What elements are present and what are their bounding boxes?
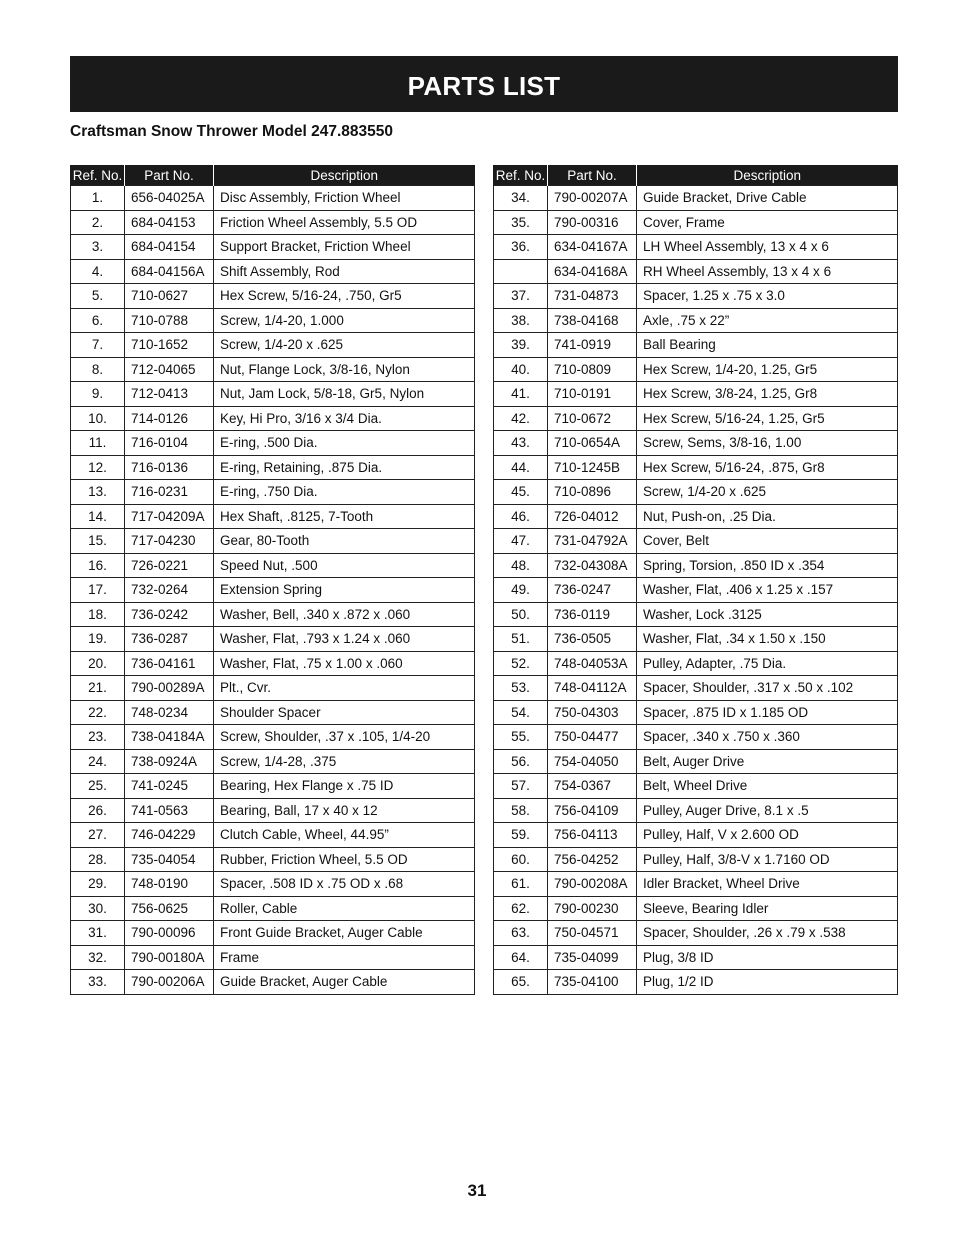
cell-description: Spacer, 1.25 x .75 x 3.0 [637,284,898,309]
cell-part-no: 736-0505 [548,627,637,652]
cell-ref-no: 59. [494,823,548,848]
cell-ref-no: 13. [71,480,125,505]
table-row [494,970,898,995]
cell-part-no: 756-0625 [125,896,214,921]
cell-part-no: 634-04168A [548,259,637,284]
cell-ref-no: 2. [71,210,125,235]
cell-part-no: 748-0234 [125,700,214,725]
cell-description: Belt, Auger Drive [637,749,898,774]
cell-part-no: 710-0654A [548,431,637,456]
cell-ref-no: 35. [494,210,548,235]
cell-ref-no: 64. [494,945,548,970]
cell-part-no: 710-0788 [125,308,214,333]
table-row [71,749,475,774]
cell-description: Rubber, Friction Wheel, 5.5 OD [214,847,475,872]
cell-part-no: 754-04050 [548,749,637,774]
cell-description: Spacer, Shoulder, .26 x .79 x .538 [637,921,898,946]
cell-ref-no: 8. [71,357,125,382]
cell-part-no: 736-0247 [548,578,637,603]
cell-part-no: 790-00289A [125,676,214,701]
cell-description: Screw, Sems, 3/8-16, 1.00 [637,431,898,456]
cell-ref-no: 25. [71,774,125,799]
cell-description: Hex Screw, 5/16-24, .875, Gr8 [637,455,898,480]
table-row [71,553,475,578]
cell-ref-no: 44. [494,455,548,480]
cell-description: Washer, Bell, .340 x .872 x .060 [214,602,475,627]
table-row [71,774,475,799]
cell-description: Speed Nut, .500 [214,553,475,578]
cell-ref-no: 48. [494,553,548,578]
header-ref-no: Ref. No. [71,165,125,186]
cell-description: Cover, Belt [637,529,898,554]
cell-ref-no: 20. [71,651,125,676]
cell-description: Pulley, Auger Drive, 8.1 x .5 [637,798,898,823]
table-row [494,896,898,921]
table-row [71,676,475,701]
cell-part-no: 710-0896 [548,480,637,505]
table-row [71,333,475,358]
cell-part-no: 741-0563 [125,798,214,823]
cell-description: Nut, Push-on, .25 Dia. [637,504,898,529]
cell-part-no: 756-04113 [548,823,637,848]
cell-description: Washer, Flat, .75 x 1.00 x .060 [214,651,475,676]
table-row [71,823,475,848]
cell-description: Front Guide Bracket, Auger Cable [214,921,475,946]
table-row [71,847,475,872]
table-row [494,210,898,235]
cell-description: E-ring, .750 Dia. [214,480,475,505]
cell-part-no: 732-0264 [125,578,214,603]
table-row [494,749,898,774]
cell-description: Frame [214,945,475,970]
table-row [494,847,898,872]
table-row [494,725,898,750]
cell-ref-no: 12. [71,455,125,480]
cell-ref-no: 21. [71,676,125,701]
cell-ref-no: 36. [494,235,548,260]
cell-description: Spacer, .340 x .750 x .360 [637,725,898,750]
cell-ref-no: 7. [71,333,125,358]
cell-ref-no: 51. [494,627,548,652]
cell-ref-no: 27. [71,823,125,848]
cell-part-no: 717-04230 [125,529,214,554]
cell-description: Spring, Torsion, .850 ID x .354 [637,553,898,578]
cell-part-no: 738-04184A [125,725,214,750]
cell-part-no: 735-04054 [125,847,214,872]
cell-part-no: 710-0672 [548,406,637,431]
cell-part-no: 750-04477 [548,725,637,750]
header-description: Description [637,165,898,186]
cell-description: Screw, Shoulder, .37 x .105, 1/4-20 [214,725,475,750]
cell-part-no: 732-04308A [548,553,637,578]
cell-part-no: 748-04053A [548,651,637,676]
cell-part-no: 716-0104 [125,431,214,456]
cell-ref-no: 38. [494,308,548,333]
table-row [71,627,475,652]
model-subtitle: Craftsman Snow Thrower Model 247.883550 [70,123,394,140]
cell-ref-no: 9. [71,382,125,407]
parts-table-right [493,165,898,995]
cell-description: Washer, Flat, .34 x 1.50 x .150 [637,627,898,652]
cell-ref-no: 56. [494,749,548,774]
cell-part-no: 710-0191 [548,382,637,407]
table-header-row [71,165,475,186]
cell-ref-no: 57. [494,774,548,799]
cell-description: Belt, Wheel Drive [637,774,898,799]
cell-ref-no: 28. [71,847,125,872]
cell-ref-no: 6. [71,308,125,333]
cell-ref-no: 61. [494,872,548,897]
cell-ref-no: 16. [71,553,125,578]
table-row [71,921,475,946]
table-row [71,480,475,505]
table-row [71,725,475,750]
cell-part-no: 735-04100 [548,970,637,995]
cell-description: Plt., Cvr. [214,676,475,701]
cell-description: Screw, 1/4-28, .375 [214,749,475,774]
cell-ref-no: 63. [494,921,548,946]
title-banner [70,56,898,112]
cell-description: Disc Assembly, Friction Wheel [214,186,475,211]
table-row [494,455,898,480]
cell-ref-no: 39. [494,333,548,358]
cell-description: Sleeve, Bearing Idler [637,896,898,921]
cell-ref-no: 3. [71,235,125,260]
cell-ref-no: 41. [494,382,548,407]
cell-part-no: 790-00206A [125,970,214,995]
cell-part-no: 716-0136 [125,455,214,480]
cell-part-no: 738-0924A [125,749,214,774]
cell-part-no: 731-04792A [548,529,637,554]
cell-ref-no: 10. [71,406,125,431]
cell-part-no: 736-0119 [548,602,637,627]
cell-description: Washer, Flat, .406 x 1.25 x .157 [637,578,898,603]
cell-description: Screw, 1/4-20 x .625 [214,333,475,358]
cell-description: Cover, Frame [637,210,898,235]
table-row [494,578,898,603]
cell-part-no: 735-04099 [548,945,637,970]
table-row [494,504,898,529]
cell-part-no: 790-00230 [548,896,637,921]
header-description: Description [214,165,475,186]
cell-ref-no [494,259,548,284]
cell-description: Screw, 1/4-20, 1.000 [214,308,475,333]
cell-description: Idler Bracket, Wheel Drive [637,872,898,897]
cell-ref-no: 4. [71,259,125,284]
cell-ref-no: 45. [494,480,548,505]
cell-description: Hex Shaft, .8125, 7-Tooth [214,504,475,529]
cell-part-no: 748-04112A [548,676,637,701]
cell-description: Screw, 1/4-20 x .625 [637,480,898,505]
cell-description: Axle, .75 x 22” [637,308,898,333]
cell-description: Ball Bearing [637,333,898,358]
table-row [494,651,898,676]
cell-part-no: 746-04229 [125,823,214,848]
cell-ref-no: 22. [71,700,125,725]
table-row [494,529,898,554]
cell-part-no: 710-1652 [125,333,214,358]
cell-ref-no: 62. [494,896,548,921]
cell-description: Spacer, Shoulder, .317 x .50 x .102 [637,676,898,701]
cell-part-no: 656-04025A [125,186,214,211]
cell-description: Washer, Lock .3125 [637,602,898,627]
cell-ref-no: 58. [494,798,548,823]
cell-ref-no: 37. [494,284,548,309]
table-row [494,235,898,260]
cell-ref-no: 52. [494,651,548,676]
page-number: 31 [467,1181,487,1200]
cell-description: Spacer, .875 ID x 1.185 OD [637,700,898,725]
cell-description: Bearing, Ball, 17 x 40 x 12 [214,798,475,823]
cell-ref-no: 26. [71,798,125,823]
table-row [71,945,475,970]
cell-ref-no: 32. [71,945,125,970]
cell-ref-no: 42. [494,406,548,431]
table-row [71,308,475,333]
table-row [71,431,475,456]
table-row [494,602,898,627]
cell-description: E-ring, Retaining, .875 Dia. [214,455,475,480]
cell-description: Spacer, .508 ID x .75 OD x .68 [214,872,475,897]
cell-ref-no: 53. [494,676,548,701]
table-row [71,210,475,235]
cell-ref-no: 31. [71,921,125,946]
cell-part-no: 684-04153 [125,210,214,235]
cell-part-no: 634-04167A [548,235,637,260]
table-row [71,700,475,725]
table-row [71,872,475,897]
cell-part-no: 756-04109 [548,798,637,823]
cell-part-no: 710-0809 [548,357,637,382]
cell-description: Pulley, Adapter, .75 Dia. [637,651,898,676]
table-row [494,872,898,897]
table-row [71,284,475,309]
cell-ref-no: 17. [71,578,125,603]
cell-description: Hex Screw, 3/8-24, 1.25, Gr8 [637,382,898,407]
table-row [494,480,898,505]
cell-part-no: 736-04161 [125,651,214,676]
cell-ref-no: 54. [494,700,548,725]
cell-description: Hex Screw, 5/16-24, 1.25, Gr5 [637,406,898,431]
table-row [494,676,898,701]
table-row [71,455,475,480]
cell-description: Gear, 80-Tooth [214,529,475,554]
cell-ref-no: 65. [494,970,548,995]
table-row [494,945,898,970]
cell-description: Pulley, Half, 3/8-V x 1.7160 OD [637,847,898,872]
cell-ref-no: 43. [494,431,548,456]
cell-part-no: 750-04571 [548,921,637,946]
table-row [494,259,898,284]
cell-part-no: 741-0245 [125,774,214,799]
cell-part-no: 710-0627 [125,284,214,309]
cell-ref-no: 15. [71,529,125,554]
cell-ref-no: 1. [71,186,125,211]
cell-ref-no: 34. [494,186,548,211]
table-row [71,529,475,554]
cell-part-no: 731-04873 [548,284,637,309]
table-row [71,602,475,627]
cell-ref-no: 14. [71,504,125,529]
cell-description: Washer, Flat, .793 x 1.24 x .060 [214,627,475,652]
cell-part-no: 714-0126 [125,406,214,431]
cell-part-no: 748-0190 [125,872,214,897]
table-row [494,382,898,407]
table-row [494,921,898,946]
cell-description: LH Wheel Assembly, 13 x 4 x 6 [637,235,898,260]
table-row [71,357,475,382]
cell-ref-no: 5. [71,284,125,309]
cell-part-no: 790-00207A [548,186,637,211]
cell-part-no: 790-00316 [548,210,637,235]
cell-part-no: 726-0221 [125,553,214,578]
table-row [71,504,475,529]
header-part-no: Part No. [548,165,637,186]
table-row [71,651,475,676]
cell-part-no: 738-04168 [548,308,637,333]
table-row [71,896,475,921]
table-row [71,382,475,407]
table-row [494,553,898,578]
cell-description: E-ring, .500 Dia. [214,431,475,456]
cell-ref-no: 49. [494,578,548,603]
table-row [494,700,898,725]
cell-description: Hex Screw, 5/16-24, .750, Gr5 [214,284,475,309]
cell-ref-no: 19. [71,627,125,652]
cell-ref-no: 50. [494,602,548,627]
table-row [71,186,475,211]
cell-part-no: 790-00180A [125,945,214,970]
cell-part-no: 712-0413 [125,382,214,407]
cell-part-no: 736-0242 [125,602,214,627]
table-row [494,798,898,823]
cell-part-no: 736-0287 [125,627,214,652]
cell-ref-no: 11. [71,431,125,456]
cell-part-no: 684-04154 [125,235,214,260]
cell-description: Nut, Jam Lock, 5/8-18, Gr5, Nylon [214,382,475,407]
cell-part-no: 750-04303 [548,700,637,725]
cell-ref-no: 47. [494,529,548,554]
cell-ref-no: 40. [494,357,548,382]
cell-part-no: 717-04209A [125,504,214,529]
cell-part-no: 710-1245B [548,455,637,480]
header-ref-no: Ref. No. [494,165,548,186]
cell-part-no: 790-00208A [548,872,637,897]
cell-description: Clutch Cable, Wheel, 44.95” [214,823,475,848]
table-row [494,823,898,848]
cell-description: Key, Hi Pro, 3/16 x 3/4 Dia. [214,406,475,431]
cell-description: Roller, Cable [214,896,475,921]
table-row [71,578,475,603]
table-row [494,431,898,456]
cell-part-no: 756-04252 [548,847,637,872]
header-part-no: Part No. [125,165,214,186]
cell-ref-no: 18. [71,602,125,627]
cell-ref-no: 55. [494,725,548,750]
cell-description: Nut, Flange Lock, 3/8-16, Nylon [214,357,475,382]
cell-description: Friction Wheel Assembly, 5.5 OD [214,210,475,235]
cell-description: Plug, 3/8 ID [637,945,898,970]
cell-part-no: 716-0231 [125,480,214,505]
cell-part-no: 712-04065 [125,357,214,382]
cell-description: Bearing, Hex Flange x .75 ID [214,774,475,799]
table-row [494,627,898,652]
cell-ref-no: 60. [494,847,548,872]
cell-description: Plug, 1/2 ID [637,970,898,995]
cell-ref-no: 30. [71,896,125,921]
table-row [494,308,898,333]
cell-part-no: 684-04156A [125,259,214,284]
table-row [71,235,475,260]
table-row [494,333,898,358]
table-row [71,406,475,431]
table-row [494,284,898,309]
cell-part-no: 726-04012 [548,504,637,529]
cell-ref-no: 33. [71,970,125,995]
cell-description: Hex Screw, 1/4-20, 1.25, Gr5 [637,357,898,382]
table-row [494,774,898,799]
table-row [71,970,475,995]
parts-table-left [70,165,475,995]
cell-description: Guide Bracket, Drive Cable [637,186,898,211]
cell-part-no: 790-00096 [125,921,214,946]
table-row [71,259,475,284]
page-title: PARTS LIST [407,70,561,101]
cell-description: Shoulder Spacer [214,700,475,725]
cell-description: Shift Assembly, Rod [214,259,475,284]
cell-description: RH Wheel Assembly, 13 x 4 x 6 [637,259,898,284]
cell-description: Support Bracket, Friction Wheel [214,235,475,260]
table-row [494,186,898,211]
cell-ref-no: 29. [71,872,125,897]
cell-description: Extension Spring [214,578,475,603]
cell-description: Guide Bracket, Auger Cable [214,970,475,995]
table-header-row [494,165,898,186]
cell-part-no: 741-0919 [548,333,637,358]
table-row [494,357,898,382]
cell-ref-no: 46. [494,504,548,529]
cell-part-no: 754-0367 [548,774,637,799]
table-row [71,798,475,823]
cell-description: Pulley, Half, V x 2.600 OD [637,823,898,848]
cell-ref-no: 23. [71,725,125,750]
cell-ref-no: 24. [71,749,125,774]
table-row [494,406,898,431]
